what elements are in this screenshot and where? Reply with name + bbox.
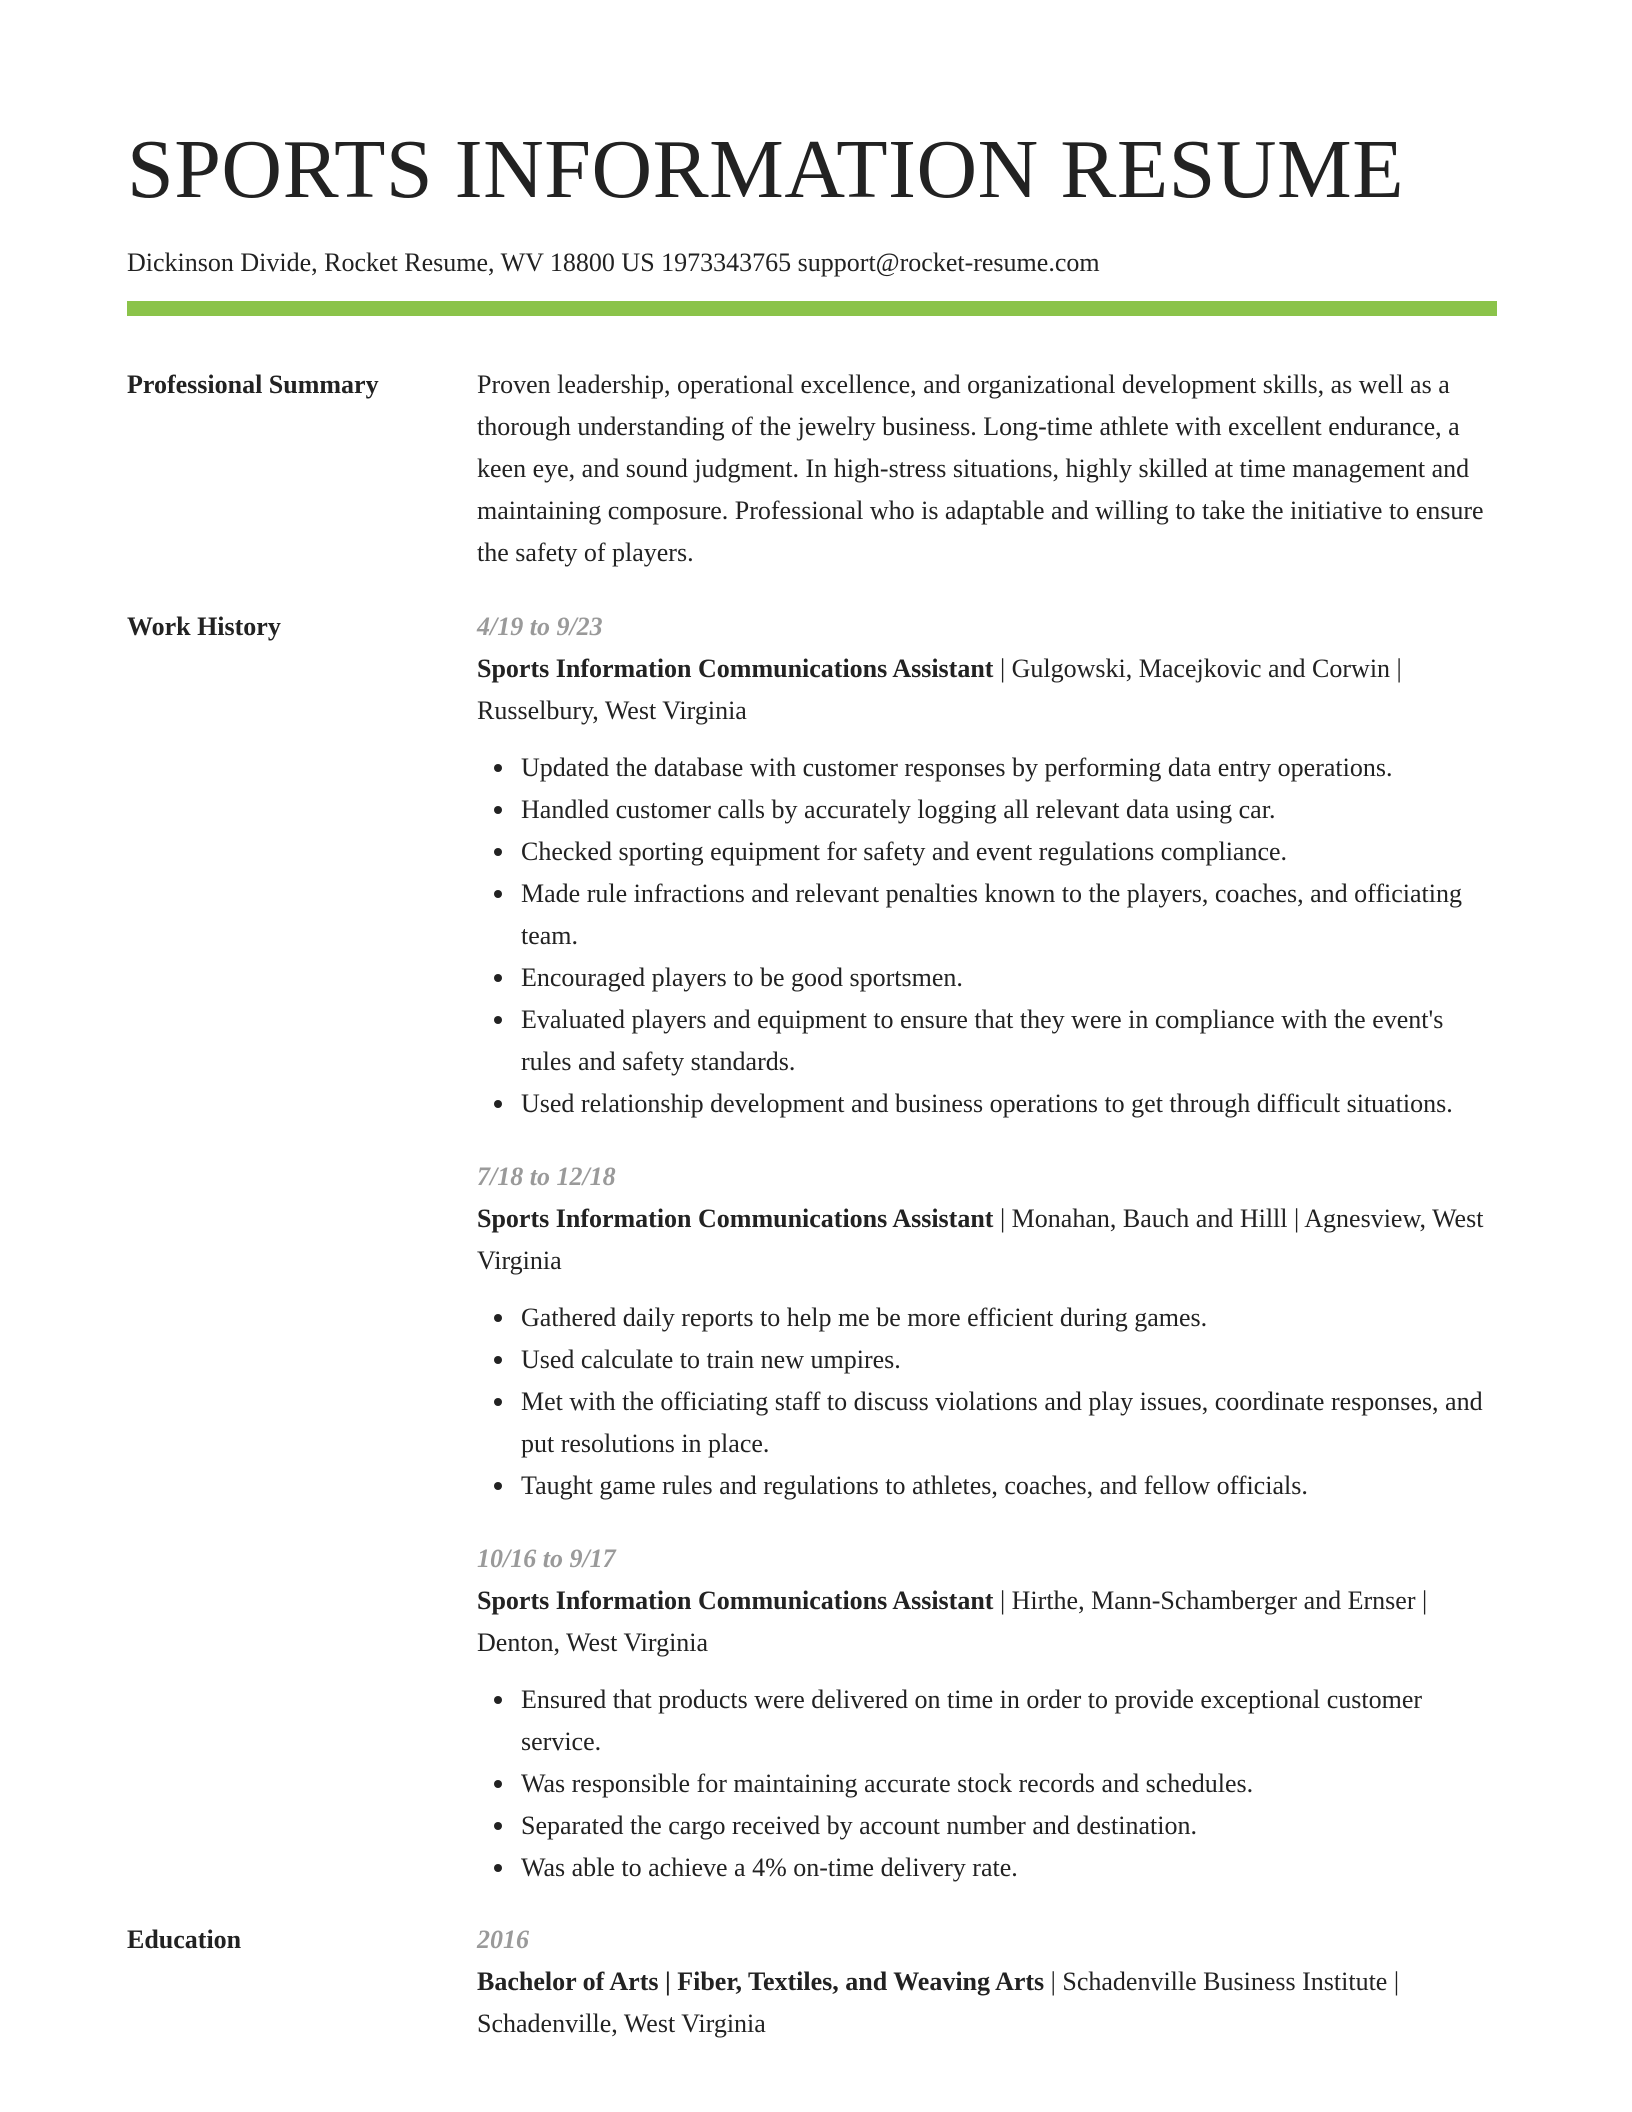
job-responsibilities <box>477 1679 1497 1889</box>
education-year: 2016 <box>477 1925 529 1954</box>
resume-title: SPORTS INFORMATION RESUME <box>127 123 1405 216</box>
job-employer-location: | Hirthe, Mann-Schamberger and Ernser | Denton, West Virginia <box>477 1586 1428 1657</box>
summary-section <box>127 364 1497 574</box>
summary-text: Proven leadership, operational excellence, and organizational development skills, as well as a thorough understanding of the jewelry business. Long-time athlete with excellent endurance, a keen eye, and sound judgment. In high-stress situations, highly skilled at time management and maintaining composure. Professional who is adaptable and willing to take the initiative to ensure the safety of players. <box>477 370 1484 567</box>
work-history-heading: Work History <box>127 612 281 641</box>
responsibility-item: Handled customer calls by accurately logging all relevant data using car. <box>521 789 1497 831</box>
responsibility-item: Was able to achieve a 4% on-time delivery rate. <box>521 1847 1497 1889</box>
education-degree: Bachelor of Arts | Fiber, Textiles, and Weaving Arts <box>477 1967 1045 1996</box>
responsibility-item: Was responsible for maintaining accurate stock records and schedules. <box>521 1763 1497 1805</box>
job-entry <box>477 606 1497 1125</box>
job-entry <box>477 1538 1497 1889</box>
job-responsibilities <box>477 1297 1497 1507</box>
summary-heading: Professional Summary <box>127 370 379 399</box>
job-dates: 10/16 to 9/17 <box>477 1544 616 1573</box>
responsibility-item: Met with the officiating staff to discuss violations and play issues, coordinate responses, and put resolutions in place. <box>521 1381 1497 1465</box>
education-heading: Education <box>127 1925 242 1954</box>
responsibility-item: Evaluated players and equipment to ensure that they were in compliance with the event's rules and safety standards. <box>521 999 1497 1083</box>
job-title: Sports Information Communications Assistant <box>477 654 994 683</box>
contact-phone: 1973343765 <box>661 248 792 277</box>
job-entry <box>477 1156 1497 1507</box>
education-school-location: | Schadenville Business Institute | Schadenville, West Virginia <box>477 1967 1400 2038</box>
education-heading-line <box>477 1961 1497 2045</box>
responsibility-item: Encouraged players to be good sportsmen. <box>521 957 1497 999</box>
job-responsibilities <box>477 747 1497 1125</box>
resume-page <box>127 0 1497 2045</box>
contact-line <box>127 247 1497 279</box>
responsibility-item: Checked sporting equipment for safety and event regulations compliance. <box>521 831 1497 873</box>
responsibility-item: Made rule infractions and relevant penalties known to the players, coaches, and officiating team. <box>521 873 1497 957</box>
job-employer-location: | Gulgowski, Macejkovic and Corwin | Russelbury, West Virginia <box>477 654 1402 725</box>
education-section <box>127 1919 1497 2045</box>
responsibility-item: Separated the cargo received by account number and destination. <box>521 1805 1497 1847</box>
work-history-list <box>477 606 1497 1889</box>
contact-address: Dickinson Divide, Rocket Resume, WV 18800 US <box>127 248 655 277</box>
responsibility-item: Updated the database with customer responses by performing data entry operations. <box>521 747 1497 789</box>
education-list <box>477 1919 1497 2045</box>
education-entry <box>477 1919 1497 2045</box>
responsibility-item: Used calculate to train new umpires. <box>521 1339 1497 1381</box>
job-heading <box>477 1198 1497 1282</box>
job-title: Sports Information Communications Assistant <box>477 1586 994 1615</box>
job-dates: 7/18 to 12/18 <box>477 1162 616 1191</box>
responsibility-item: Ensured that products were delivered on time in order to provide exceptional customer service. <box>521 1679 1497 1763</box>
job-dates: 4/19 to 9/23 <box>477 612 603 641</box>
contact-email: support@rocket-resume.com <box>797 248 1100 277</box>
responsibility-item: Taught game rules and regulations to athletes, coaches, and fellow officials. <box>521 1465 1497 1507</box>
responsibility-item: Used relationship development and business operations to get through difficult situations. <box>521 1083 1497 1125</box>
header-divider <box>127 301 1497 316</box>
job-heading <box>477 648 1497 732</box>
responsibility-item: Gathered daily reports to help me be more efficient during games. <box>521 1297 1497 1339</box>
job-employer-location: | Monahan, Bauch and Hilll | Agnesview, West Virginia <box>477 1204 1484 1275</box>
job-title: Sports Information Communications Assistant <box>477 1204 994 1233</box>
work-history-section <box>127 606 1497 1889</box>
job-heading <box>477 1580 1497 1664</box>
